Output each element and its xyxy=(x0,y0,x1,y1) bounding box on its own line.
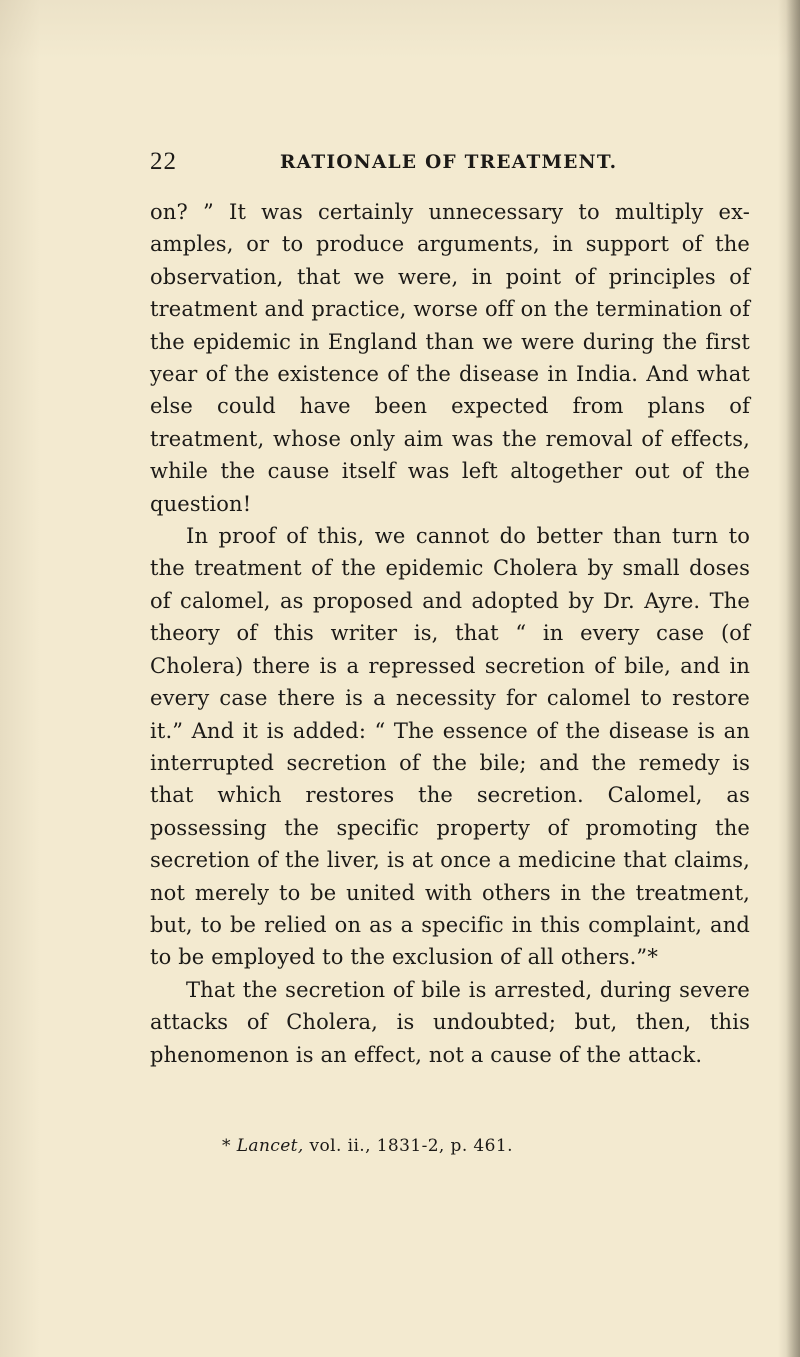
page-header xyxy=(150,148,750,178)
paragraph-2: In proof of this, we cannot do better than turn to the treatment of the epidemic Cholera by small doses of calomel, as proposed and adopted by Dr. Ayre. The theory of this writer is, that “ in every case (of Cholera) there is a repressed secretion of bile, and in every case there is a necessity for calomel to restore it.” And it is added: “ The essence of the disease is an interrupted secretion of the bile; and the remedy is that which restores the secretion. Calomel, as possessing the specific property of promoting the secretion of the liver, is at once a medicine that claims, not merely to be united with others in the treatment, but, to be relied on as a specific in this complaint, and to be employed to the exclusion of all others.”* xyxy=(150,524,750,970)
page-edge-shadow xyxy=(786,0,800,1357)
page-number: 22 xyxy=(150,148,177,175)
footnote xyxy=(222,1136,513,1156)
running-title: RATIONALE OF TREATMENT. xyxy=(280,152,618,173)
footnote-citation: vol. ii., 1831-2, p. 461. xyxy=(309,1136,513,1156)
paragraph-3: That the secretion of bile is arrested, during severe attacks of Cholera, is undoubted; but, then, this phenomenon is an effect, not a cause of the attack. xyxy=(150,977,750,1067)
footnote-title: Lancet, xyxy=(236,1136,304,1156)
body-text xyxy=(150,196,750,1071)
footnote-marker: * xyxy=(222,1136,231,1156)
paragraph-1: on? ” It was certainly unnecessary to multiply ex-amples, or to produce arguments, in support of the observation, that we were, in point of principles of treatment and practice, worse off on the termination of the epidemic in England than we were during the first year of the existence of the disease in India. And what else could have been expected from plans of treatment, whose only aim was the removal of effects, while the cause itself was left altogether out of the question! xyxy=(150,200,750,516)
